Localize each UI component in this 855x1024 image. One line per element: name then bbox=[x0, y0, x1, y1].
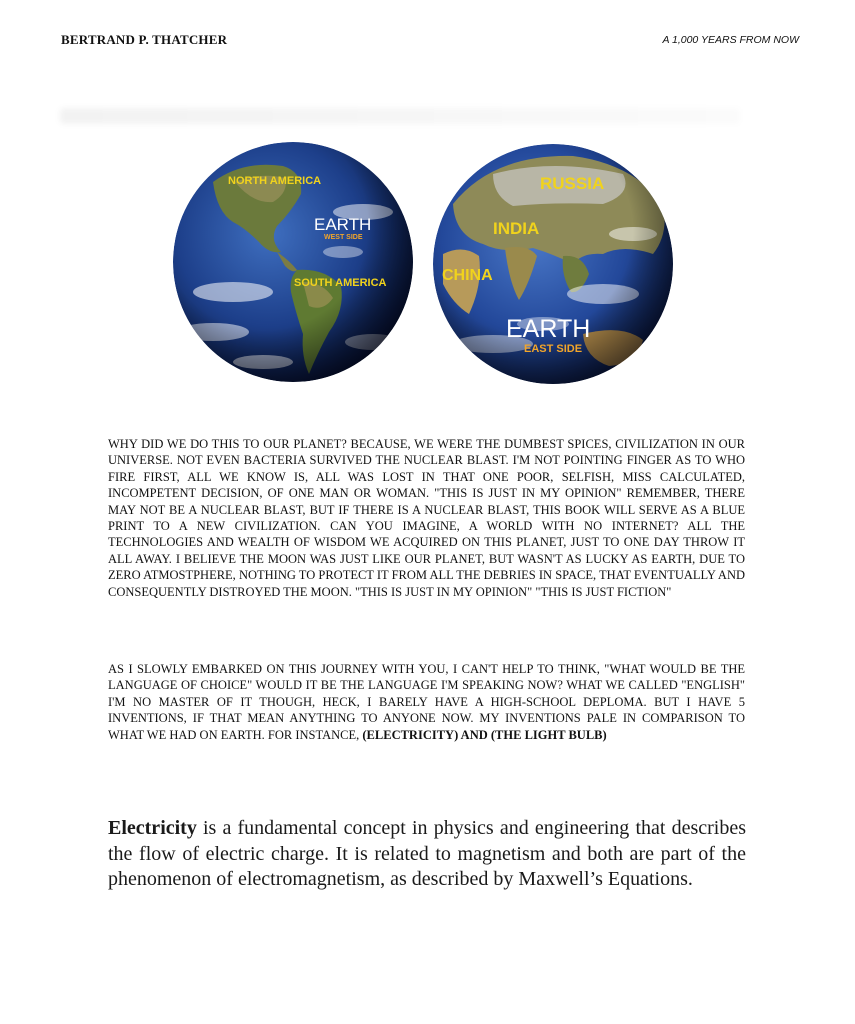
faint-bleed-through-line bbox=[60, 108, 740, 124]
electricity-term: Electricity bbox=[108, 817, 197, 839]
west-earth-label: EARTH bbox=[314, 215, 372, 234]
header-book-title: A 1,000 YEARS FROM NOW bbox=[662, 34, 799, 46]
electricity-definition-text: is a fundamental concept in physics and engineering that describes the flow of electric charge. It is related to magnetism and both are part of the phenomenon of electromagnetism, as described by Maxwell’s Equations. bbox=[108, 817, 746, 890]
west-side-label: WEST SIDE bbox=[324, 234, 363, 241]
russia-label: RUSSIA bbox=[540, 174, 605, 193]
china-label: CHINA bbox=[442, 267, 493, 284]
paragraph-language-text: AS I SLOWLY EMBARKED ON THIS JOURNEY WITH YOU, I CAN'T HELP TO THINK, "WHAT WOULD BE THE LANGUAGE OF CHOICE" WOULD IT BE THE LANGUAGE I'M SPEAKING NOW? WHAT WE CALLED "ENGLISH" I'M NO MASTER OF IT THOUGH, HECK, I BARELY HAVE A HIGH-SCHOOL DEPLOMA. BUT I HAVE 5 INVENTIONS, IF THAT MEAN ANYTHING TO ANYONE NOW. MY INVENTIONS PALE IN COMPARISON TO WHAT WE HAD ON EARTH. FOR INSTANCE, bbox=[108, 662, 745, 742]
paragraph-why-did-we: WHY DID WE DO THIS TO OUR PLANET? BECAUSE, WE WERE THE DUMBEST SPICES, CIVILIZATION IN OUR UNIVERSE. NOT EVEN BACTERIA SURVIVED THE NUCLEAR BLAST. I'M NOT POINTING FINGER AS TO WHO FIRE FIRST, ALL WE KNOW IS, ALL WAS LOST IN THAT ONE POOR, SELFISH, MISS CALCULATED, INCOMPETENT DECISION, OF ONE MAN OR WOMAN. "THIS IS JUST IN MY OPINION" REMEMBER, THERE MAY NOT BE A NUCLEAR BLAST, BUT IF THERE IS A NUCLEAR BLAST, THIS BOOK WILL SERVE AS A BLUE PRINT TO A NEW CIVILIZATION. CAN YOU IMAGINE, A WORLD WITH NO INTERNET? ALL THE TECHNOLOGIES AND WEALTH OF WISDOM WE ACQUIRED ON THIS PLANET, JUST TO ONE DAY THROW IT ALL AWAY. I BELIEVE THE MOON WAS JUST LIKE OUR PLANET, BUT WASN'T AS LUCKY AS EARTH, DUE TO ZERO ATMOSTPHERE, NOTHING TO PROTECT IT FROM ALL THE DEBRIES IN SPACE, THAT EVENTUALLY AND CONSEQUENTLY DISTROYED THE MOON. "THIS IS JUST IN MY OPINION" "THIS IS JUST FICTION" bbox=[108, 437, 745, 599]
north-america-label: NORTH AMERICA bbox=[228, 175, 322, 187]
paragraph-language-of-choice bbox=[108, 661, 745, 743]
south-america-label: SOUTH AMERICA bbox=[294, 277, 387, 289]
earth-east-globe-image bbox=[433, 144, 673, 384]
electricity-light-bulb-emphasis: (ELECTRICITY) AND (THE LIGHT BULB) bbox=[362, 727, 607, 742]
east-earth-label: EARTH bbox=[506, 315, 591, 343]
india-label: INDIA bbox=[493, 219, 540, 238]
east-side-label: EAST SIDE bbox=[524, 343, 583, 355]
header-author: BERTRAND P. THATCHER bbox=[61, 32, 228, 47]
paragraph-electricity-definition bbox=[108, 816, 746, 893]
earth-west-globe-image bbox=[173, 142, 413, 382]
